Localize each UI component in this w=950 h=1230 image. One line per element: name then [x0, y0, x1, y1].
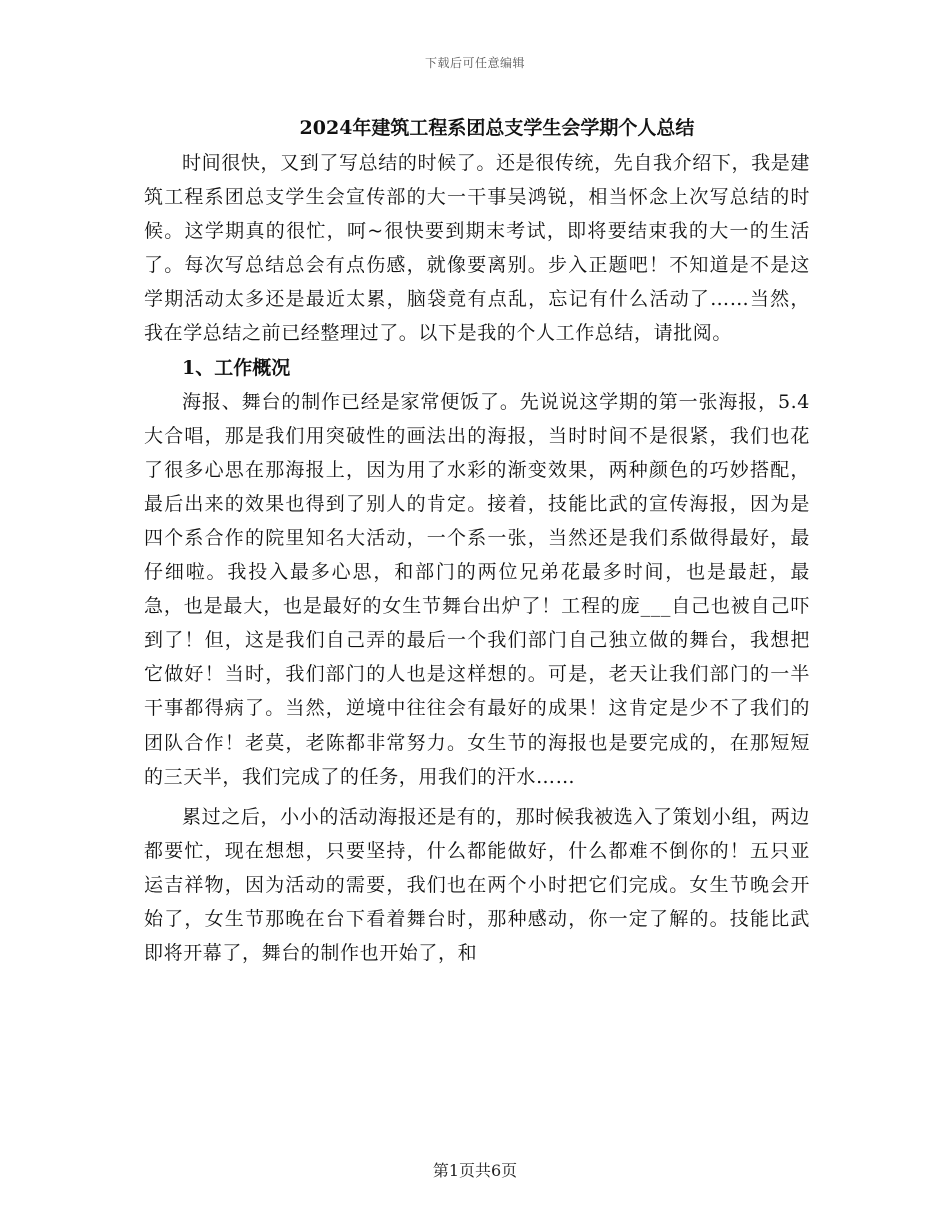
document-title: 2024年建筑工程系团总支学生会学期个人总结: [299, 117, 695, 139]
body-paragraph: 海报、舞台的制作已经是家常便饭了。先说说这学期的第一张海报，5.4大合唱，那是我们用突破性的画法出的海报，当时时间不是很紧，我们也花了很多心思在那海报上，因为用了水彩的渐变效果，两种颜色的巧妙搭配，最后出来的效果也得到了别人的肯定。接着，技能比武的宣传海报，因为是四个系合作的院里知名大活动，一个系一张，当然还是我们系做得最好，最仔细啦。我投入最多心思，和部门的两位兄弟花最多时间，也是最赶，最急，也是最大，也是最好的女生节舞台出炉了！工程的庞___自己也被自己吓到了！但，这是我们自己弄的最后一个我们部门自己独立做的舞台，我想把它做好！当时，我们部门的人也是这样想的。可是，老天让我们部门的一半干事都得病了。当然，逆境中往往会有最好的成果！这肯定是少不了我们的团队合作！老莫，老陈都非常努力。女生节的海报也是要完成的，在那短短的三天半，我们完成了的任务，用我们的汗水……: [144, 390, 810, 788]
page-footer: 第1页共6页: [432, 1161, 518, 1180]
section-heading: 1、工作概况: [182, 356, 291, 379]
intro-paragraph: 时间很快，又到了写总结的时候了。还是很传统，先自我介绍下，我是建筑工程系团总支学生会宣传部的大一干事吴鸿锐，相当怀念上次写总结的时候。这学期真的很忙，呵~很快要到期末考试，即将要结束我的大一的生活了。每次写总结总会有点伤感，就像要离别。步入正题吧！不知道是不是这学期活动太多还是最近太累，脑袋竟有点乱，忘记有什么活动了……当然，我在学总结之前已经整理过了。以下是我的个人工作总结，请批阅。: [144, 152, 810, 345]
body-paragraph: 累过之后，小小的活动海报还是有的，那时候我被选入了策划小组，两边都要忙，现在想想，只要坚持，什么都能做好，什么都难不倒你的！五只亚运吉祥物，因为活动的需要，我们也在两个小时把它们完成。女生节晚会开始了，女生节那晚在台下看着舞台时，那种感动，你一定了解的。技能比武即将开幕了，舞台的制作也开始了，和: [144, 805, 810, 965]
page-header: 下载后可任意编辑: [424, 56, 525, 70]
document-body: [144, 112, 810, 970]
